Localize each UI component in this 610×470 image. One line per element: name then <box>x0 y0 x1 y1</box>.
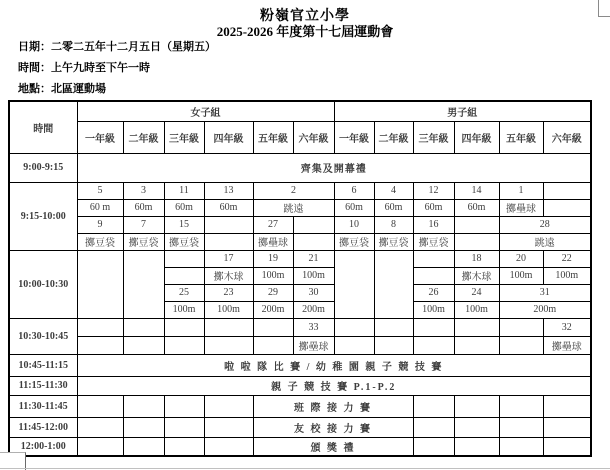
empty-cell <box>293 233 334 250</box>
empty-cell <box>454 336 499 354</box>
time-cell: 10:45-11:15 <box>9 354 77 376</box>
entry-number-cell: 33 <box>293 318 334 336</box>
empty-cell <box>204 318 253 336</box>
entry-event-cell: 100m <box>499 267 543 284</box>
empty-cell <box>374 250 413 318</box>
empty-cell <box>253 336 293 354</box>
empty-cell <box>543 437 591 456</box>
grade-header-cell: 三年級 <box>413 121 454 153</box>
date-line: 日期：二零二五年十二月五日（星期五） <box>18 41 216 53</box>
grade-header-cell: 六年級 <box>543 121 591 153</box>
info-block <box>18 37 216 100</box>
entry-number-cell: 1 <box>499 182 543 199</box>
girls-group-header: 女子組 <box>77 101 334 121</box>
event-title: 2025-2026 年度第十七屆運動會 <box>216 24 394 39</box>
empty-cell <box>499 395 543 417</box>
empty-cell <box>413 437 454 456</box>
time-header-cell: 時間 <box>9 101 77 153</box>
empty-cell <box>164 437 204 456</box>
entry-event-cell: 100m <box>293 267 334 284</box>
empty-cell <box>77 250 123 318</box>
entry-event-cell: 跳遠 <box>499 233 591 250</box>
entry-number-cell: 14 <box>454 182 499 199</box>
entry-event-cell: 200m <box>293 301 334 318</box>
entry-number-cell: 24 <box>454 284 499 301</box>
entry-number-cell: 2 <box>253 182 334 199</box>
grade-header-cell: 一年級 <box>77 121 123 153</box>
school-title: 粉嶺官立小學 <box>260 9 350 24</box>
entry-event-cell: 擲豆袋 <box>334 233 374 250</box>
entry-event-cell: 60m <box>374 199 413 216</box>
empty-cell <box>543 417 591 437</box>
empty-cell <box>499 336 543 354</box>
full-width-event-cell: 齊集及開幕禮 <box>77 153 591 182</box>
entry-number-cell: 6 <box>334 182 374 199</box>
entry-event-cell: 100m <box>253 267 293 284</box>
empty-cell <box>77 336 123 354</box>
empty-cell <box>543 182 591 199</box>
entry-number-cell: 11 <box>164 182 204 199</box>
entry-event-cell: 200m <box>499 301 591 318</box>
entry-number-cell: 28 <box>499 216 591 233</box>
window-corner-box <box>598 0 610 17</box>
venue-line: 地點：北區運動場 <box>18 83 106 95</box>
entry-number-cell: 30 <box>293 284 334 301</box>
entry-number-cell: 22 <box>543 250 591 267</box>
time-cell: 9:00-9:15 <box>9 153 77 182</box>
empty-cell <box>293 216 334 233</box>
grade-header-cell: 四年級 <box>204 121 253 153</box>
empty-cell <box>164 336 204 354</box>
empty-cell <box>204 216 253 233</box>
time-cell: 10:30-10:45 <box>9 318 77 354</box>
entry-number-cell: 31 <box>499 284 591 301</box>
entry-event-cell: 擲壘球 <box>253 233 293 250</box>
entry-number-cell: 16 <box>413 216 454 233</box>
time-cell: 10:00-10:30 <box>9 250 77 318</box>
entry-number-cell: 13 <box>204 182 253 199</box>
empty-cell <box>164 250 204 267</box>
grade-header-cell: 五年級 <box>253 121 293 153</box>
empty-cell <box>204 417 253 437</box>
entry-event-cell: 跳遠 <box>253 199 334 216</box>
entry-number-cell: 23 <box>204 284 253 301</box>
empty-cell <box>413 395 454 417</box>
empty-cell <box>454 395 499 417</box>
time-cell: 11:15-11:30 <box>9 376 77 395</box>
entry-number-cell: 9 <box>77 216 123 233</box>
empty-cell <box>77 395 123 417</box>
time-cell: 12:00-1:00 <box>9 437 77 456</box>
empty-cell <box>123 336 164 354</box>
empty-cell <box>334 318 374 336</box>
empty-cell <box>374 336 413 354</box>
entry-number-cell: 17 <box>204 250 253 267</box>
empty-cell <box>77 437 123 456</box>
time-line: 時間：上午九時至下午一時 <box>18 62 150 74</box>
entry-number-cell: 19 <box>253 250 293 267</box>
empty-cell <box>77 417 123 437</box>
empty-cell <box>499 437 543 456</box>
empty-cell <box>334 336 374 354</box>
entry-number-cell: 27 <box>253 216 293 233</box>
time-cell: 11:45-12:00 <box>9 417 77 437</box>
entry-event-cell: 擲木球 <box>454 267 499 284</box>
entry-number-cell: 21 <box>293 250 334 267</box>
entry-number-cell: 25 <box>164 284 204 301</box>
entry-number-cell: 29 <box>253 284 293 301</box>
empty-cell <box>543 199 591 216</box>
time-cell: 11:30-11:45 <box>9 395 77 417</box>
entry-event-cell: 100m <box>413 301 454 318</box>
empty-cell <box>499 417 543 437</box>
entry-event-cell: 擲木球 <box>204 267 253 284</box>
event-cell: 班 際 接 力 賽 <box>253 395 413 417</box>
event-cell: 頒 獎 禮 <box>253 437 413 456</box>
entry-number-cell: 3 <box>123 182 164 199</box>
empty-cell <box>334 250 374 318</box>
empty-cell <box>164 318 204 336</box>
entry-event-cell: 擲豆袋 <box>164 233 204 250</box>
empty-cell <box>123 417 164 437</box>
grade-header-cell: 一年級 <box>334 121 374 153</box>
empty-cell <box>204 336 253 354</box>
grade-header-cell: 二年級 <box>123 121 164 153</box>
empty-cell <box>413 250 454 267</box>
boys-group-header: 男子組 <box>334 101 591 121</box>
empty-cell <box>499 318 543 336</box>
empty-cell <box>204 395 253 417</box>
empty-cell <box>77 318 123 336</box>
grade-header-cell: 二年級 <box>374 121 413 153</box>
entry-event-cell: 擲壘球 <box>293 336 334 354</box>
entry-event-cell: 60m <box>413 199 454 216</box>
empty-cell <box>413 267 454 284</box>
entry-event-cell: 擲壘球 <box>543 336 591 354</box>
entry-event-cell: 100m <box>164 301 204 318</box>
entry-event-cell: 200m <box>253 301 293 318</box>
schedule-table <box>8 100 592 457</box>
entry-event-cell: 100m <box>543 267 591 284</box>
empty-cell <box>164 267 204 284</box>
entry-event-cell: 100m <box>454 301 499 318</box>
entry-number-cell: 15 <box>164 216 204 233</box>
empty-cell <box>454 437 499 456</box>
entry-event-cell: 60m <box>454 199 499 216</box>
time-cell: 9:15-10:00 <box>9 182 77 250</box>
entry-number-cell: 7 <box>123 216 164 233</box>
empty-cell <box>413 336 454 354</box>
empty-cell <box>204 233 253 250</box>
entry-number-cell: 20 <box>499 250 543 267</box>
grade-header-cell: 五年級 <box>499 121 543 153</box>
entry-number-cell: 10 <box>334 216 374 233</box>
empty-cell <box>454 233 499 250</box>
empty-cell <box>454 417 499 437</box>
entry-event-cell: 擲豆袋 <box>413 233 454 250</box>
entry-number-cell: 4 <box>374 182 413 199</box>
empty-cell <box>204 437 253 456</box>
entry-event-cell: 擲豆袋 <box>374 233 413 250</box>
entry-number-cell: 32 <box>543 318 591 336</box>
empty-cell <box>253 318 293 336</box>
empty-cell <box>123 437 164 456</box>
entry-number-cell: 12 <box>413 182 454 199</box>
event-cell: 友 校 接 力 賽 <box>253 417 413 437</box>
entry-event-cell: 60m <box>123 199 164 216</box>
entry-event-cell: 擲壘球 <box>499 199 543 216</box>
empty-cell <box>543 395 591 417</box>
entry-event-cell: 擲豆袋 <box>77 233 123 250</box>
entry-number-cell: 26 <box>413 284 454 301</box>
entry-event-cell: 60m <box>334 199 374 216</box>
entry-event-cell: 60m <box>164 199 204 216</box>
empty-cell <box>413 417 454 437</box>
empty-cell <box>454 318 499 336</box>
entry-number-cell: 5 <box>77 182 123 199</box>
grade-header-cell: 六年級 <box>293 121 334 153</box>
grade-header-cell: 四年級 <box>454 121 499 153</box>
empty-cell <box>374 318 413 336</box>
empty-cell <box>123 250 164 318</box>
entry-event-cell: 60 m <box>77 199 123 216</box>
empty-cell <box>123 395 164 417</box>
entry-event-cell: 擲豆袋 <box>123 233 164 250</box>
entry-event-cell: 100m <box>204 301 253 318</box>
empty-cell <box>123 318 164 336</box>
entry-number-cell: 18 <box>454 250 499 267</box>
empty-cell <box>454 216 499 233</box>
full-width-event-cell: 啦 啦 隊 比 賽 / 幼 稚 園 親 子 競 技 賽 <box>77 354 591 376</box>
full-width-event-cell: 親 子 競 技 賽 P.1-P.2 <box>77 376 591 395</box>
grade-header-cell: 三年級 <box>164 121 204 153</box>
empty-cell <box>164 395 204 417</box>
empty-cell <box>413 318 454 336</box>
empty-cell <box>164 417 204 437</box>
entry-number-cell: 8 <box>374 216 413 233</box>
entry-event-cell: 60m <box>204 199 253 216</box>
